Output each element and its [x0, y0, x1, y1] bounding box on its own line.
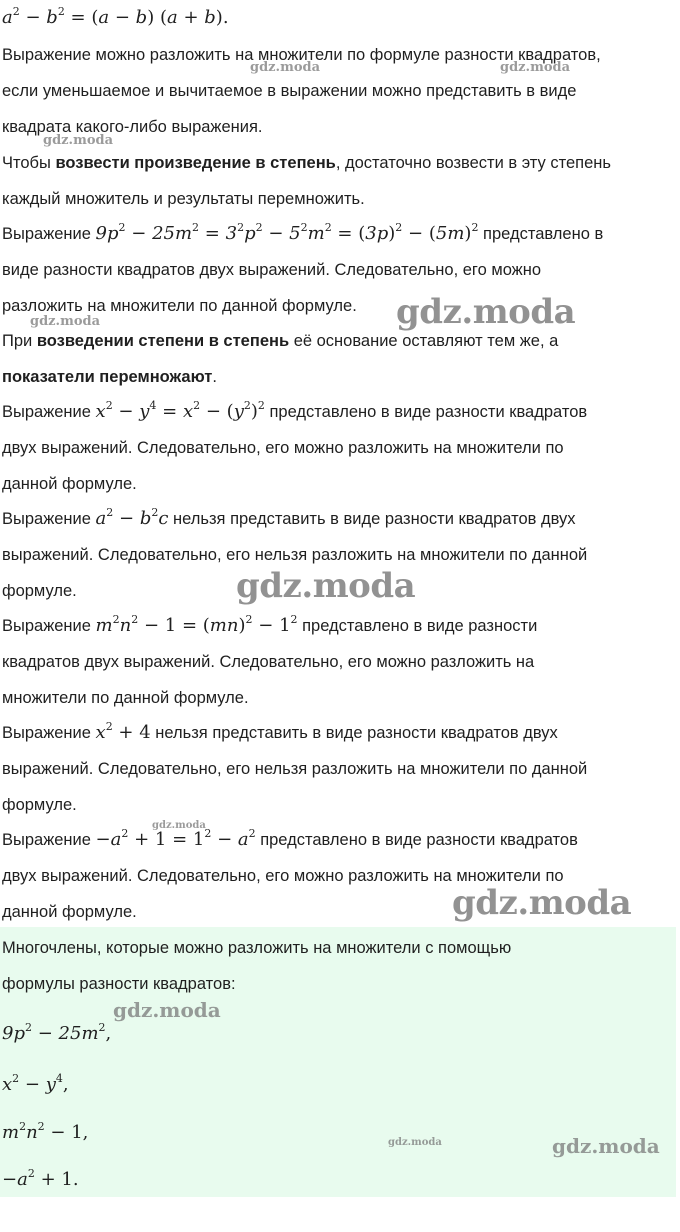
watermark: gdz.moda [152, 820, 206, 831]
expression-formula: $a^2 - b^2c$ [95, 506, 169, 529]
text-line [2, 216, 603, 252]
text-fragment: Выражение [2, 403, 96, 421]
bold-term: возведении степени в степень [36, 332, 290, 350]
answer-formula: $9p^2 - 25m^2$, [2, 1021, 112, 1044]
text-line [2, 608, 537, 644]
answer-intro-line: Многочлены, которые можно разложить на множители с помощью [2, 939, 512, 957]
text-fragment: нельзя представить в виде разности квадратов двух [168, 510, 576, 528]
difference-of-squares-formula: $a^2 - b^2 = (a - b) (a + b)$. [2, 5, 229, 28]
text-fragment: . [212, 368, 217, 386]
text-line: квадратов двух выражений. Следовательно, его можно разложить на [2, 653, 535, 671]
text-fragment: Чтобы [2, 154, 56, 172]
text-line [2, 394, 587, 430]
expression-formula: $m^2n^2 - 1 = (mn)^2 - 1^2$ [95, 613, 298, 636]
expression-formula: $-a^2 + 1 = 1^2 - a^2$ [95, 827, 256, 850]
watermark: gdz.moda [500, 60, 571, 75]
text-line [2, 822, 578, 858]
answer-item [2, 1161, 79, 1197]
text-fragment: , достаточно возвести в эту степень [335, 154, 611, 172]
watermark: gdz.moda [250, 60, 321, 75]
text-fragment: нельзя представить в виде разности квадратов двух [150, 724, 558, 742]
text-fragment: представлено в виде разности квадратов [255, 831, 578, 849]
bold-term: возвести произведение в степень [55, 154, 336, 172]
text-fragment: представлено в виде разности квадратов [264, 403, 588, 421]
text-line: формуле. [2, 582, 77, 600]
text-line [2, 359, 217, 395]
text-fragment: Выражение [2, 225, 96, 243]
answer-item [2, 1114, 88, 1150]
text-line [2, 715, 558, 751]
text-fragment: Выражение [2, 724, 96, 742]
answer-intro-line: формулы разности квадратов: [2, 975, 236, 993]
text-fragment: Выражение [2, 831, 96, 849]
answer-item [2, 1015, 111, 1051]
watermark: gdz.moda [388, 1137, 442, 1148]
watermark: gdz.moda [30, 314, 101, 329]
text-line: выражений. Следовательно, его нельзя разложить на множители по данной [2, 760, 588, 778]
text-line: выражений. Следовательно, его нельзя разложить на множители по данной [2, 546, 588, 564]
text-fragment: представлено в виде разности [297, 617, 538, 635]
text-line: данной формуле. [2, 903, 137, 921]
text-fragment: При [2, 332, 37, 350]
text-line: квадрата какого-либо выражения. [2, 118, 263, 136]
text-line: если уменьшаемое и вычитаемое в выражении можно представить в виде [2, 82, 577, 100]
watermark: gdz.moda [452, 883, 632, 923]
text-line: данной формуле. [2, 475, 137, 493]
answer-formula: $-a^2 + 1$. [2, 1167, 79, 1190]
text-fragment: Выражение [2, 510, 96, 528]
answer-formula: $m^2n^2 - 1$, [2, 1120, 89, 1143]
text-fragment: представлено в [478, 225, 604, 243]
answer-formula: $x^2 - y^4$, [2, 1072, 69, 1095]
answer-item [2, 1066, 69, 1102]
text-fragment: её основание оставляют тем же, а [289, 332, 559, 350]
text-line: формуле. [2, 796, 77, 814]
watermark: gdz.moda [396, 292, 576, 332]
expression-formula: $x^2 - y^4 = x^2 - (y^2)^2$ [95, 399, 265, 422]
text-line: виде разности квадратов двух выражений. Следовательно, его можно [2, 261, 542, 279]
formula-line [2, 0, 229, 36]
text-line: множители по данной формуле. [2, 689, 249, 707]
text-line [2, 501, 576, 537]
watermark: gdz.moda [552, 1134, 660, 1158]
watermark: gdz.moda [113, 998, 221, 1022]
expression-formula: $9p^2 - 25m^2 = 3^2p^2 - 5^2m^2 = (3p)^2 - (5m)^2$ [95, 221, 479, 244]
text-line: каждый множитель и результаты перемножить. [2, 190, 365, 208]
text-fragment: Выражение [2, 617, 96, 635]
expression-formula: $x^2 + 4$ [95, 720, 151, 743]
text-line: двух выражений. Следовательно, его можно разложить на множители по [2, 439, 564, 457]
watermark: gdz.moda [236, 566, 416, 606]
bold-term: показатели перемножают [2, 368, 213, 386]
text-line: Выражение можно разложить на множители по формуле разности квадратов, [2, 46, 601, 64]
text-line [2, 145, 611, 181]
text-line: двух выражений. Следовательно, его можно разложить на множители по [2, 867, 564, 885]
watermark: gdz.moda [43, 133, 114, 148]
text-line: разложить на множители по данной формуле. [2, 297, 357, 315]
